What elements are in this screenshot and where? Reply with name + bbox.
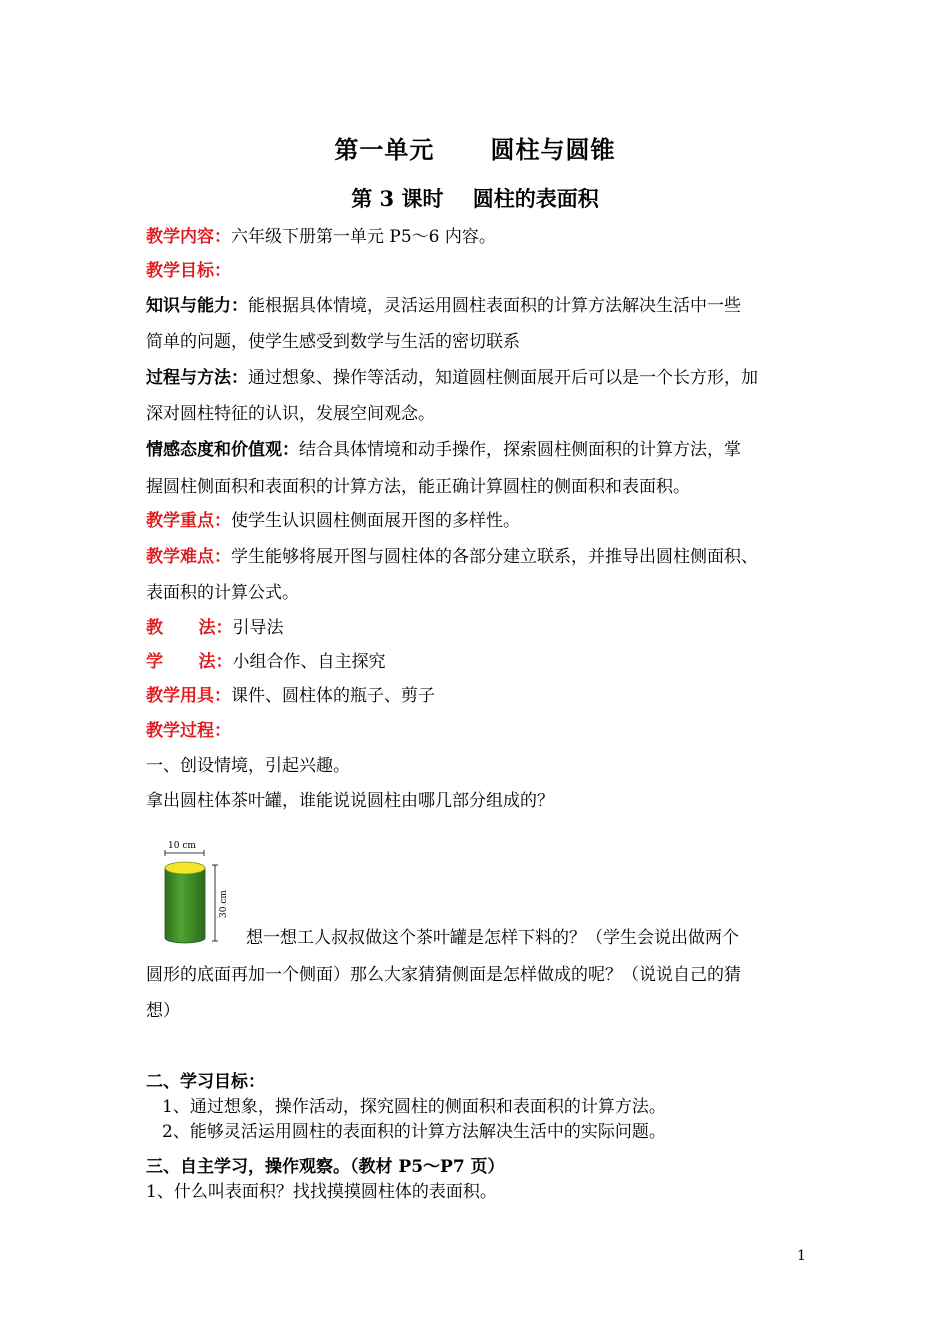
learn-method-line bbox=[146, 650, 836, 674]
teach-method-text: 引导法 bbox=[232, 618, 284, 638]
key-line bbox=[146, 509, 836, 533]
difficult-label: 教学难点： bbox=[146, 547, 231, 567]
procedure-line bbox=[146, 719, 836, 743]
part1-paragraph-2: 圆形的底面再加一个侧面）那么大家猜猜侧面是怎样做成的呢？（说说自己的猜 bbox=[146, 965, 741, 985]
process-label: 过程与方法： bbox=[146, 368, 248, 388]
page-number: 1 bbox=[797, 1248, 806, 1264]
diameter-label: 10 cm bbox=[168, 841, 196, 851]
height-label: 30 cm bbox=[219, 890, 229, 918]
knowledge-line bbox=[146, 294, 836, 318]
emotion-text: 结合具体情境和动手操作，探索圆柱侧面积的计算方法，掌 bbox=[299, 440, 741, 460]
part3-item-1: 1、什么叫表面积？找找摸摸圆柱体的表面积。 bbox=[146, 1182, 497, 1202]
content-label: 教学内容： bbox=[146, 227, 231, 247]
part1-question: 拿出圆柱体茶叶罐，谁能说说圆柱由哪几部分组成的？ bbox=[146, 791, 554, 811]
can-top bbox=[165, 862, 205, 874]
part1-paragraph-3: 想） bbox=[146, 1001, 180, 1021]
learn-method-text: 小组合作、自主探究 bbox=[232, 652, 386, 672]
emotion-line-2: 握圆柱侧面积和表面积的计算方法，能正确计算圆柱的侧面积和表面积。 bbox=[146, 477, 690, 497]
content-text: 六年级下册第一单元 P5～6 内容。 bbox=[231, 227, 496, 247]
knowledge-label: 知识与能力： bbox=[146, 296, 248, 316]
part2-heading: 二、学习目标： bbox=[146, 1072, 265, 1092]
knowledge-line-2: 简单的问题，使学生感受到数学与生活的密切联系 bbox=[146, 332, 520, 352]
lesson-title: 第 3 课时 圆柱的表面积 bbox=[351, 186, 599, 211]
teach-method-label: 教 法： bbox=[146, 618, 233, 638]
process-line bbox=[146, 366, 836, 390]
part2-item-2: 2、能够灵活运用圆柱的表面积的计算方法解决生活中的实际问题。 bbox=[162, 1122, 666, 1142]
tools-label: 教学用具： bbox=[146, 686, 231, 706]
unit-title: 第一单元 圆柱与圆锥 bbox=[334, 135, 616, 164]
part3-heading: 三、自主学习，操作观察。（教材 P5～P7 页） bbox=[146, 1157, 505, 1177]
key-text: 使学生认识圆柱侧面展开图的多样性。 bbox=[231, 511, 520, 531]
difficult-text: 学生能够将展开图与圆柱体的各部分建立联系，并推导出圆柱侧面积、 bbox=[231, 547, 758, 567]
knowledge-text: 能根据具体情境，灵活运用圆柱表面积的计算方法解决生活中一些 bbox=[248, 296, 741, 316]
emotion-label: 情感态度和价值观： bbox=[146, 440, 299, 460]
content-line bbox=[146, 225, 836, 249]
key-label: 教学重点： bbox=[146, 511, 231, 531]
teach-method-line bbox=[146, 616, 836, 640]
tools-text: 课件、圆柱体的瓶子、剪子 bbox=[231, 686, 435, 706]
process-line-2: 深对圆柱特征的认识，发展空间观念。 bbox=[146, 404, 435, 424]
learn-method-label: 学 法： bbox=[146, 652, 233, 672]
tools-line bbox=[146, 684, 836, 708]
procedure-label: 教学过程： bbox=[146, 721, 231, 741]
part1-paragraph-1: 想一想工人叔叔做这个茶叶罐是怎样下料的？（学生会说出做两个 bbox=[246, 928, 739, 948]
tea-can-figure bbox=[160, 838, 240, 948]
part1-heading: 一、创设情境，引起兴趣。 bbox=[146, 756, 350, 776]
difficult-line-2: 表面积的计算公式。 bbox=[146, 583, 299, 603]
process-text: 通过想象、操作等活动，知道圆柱侧面展开后可以是一个长方形，加 bbox=[248, 368, 758, 388]
goals-line bbox=[146, 259, 836, 283]
difficult-line bbox=[146, 545, 836, 569]
emotion-line bbox=[146, 438, 836, 462]
goals-label: 教学目标： bbox=[146, 261, 231, 281]
part2-item-1: 1、通过想象，操作活动，探究圆柱的侧面积和表面积的计算方法。 bbox=[162, 1097, 666, 1117]
can-body bbox=[165, 868, 205, 943]
